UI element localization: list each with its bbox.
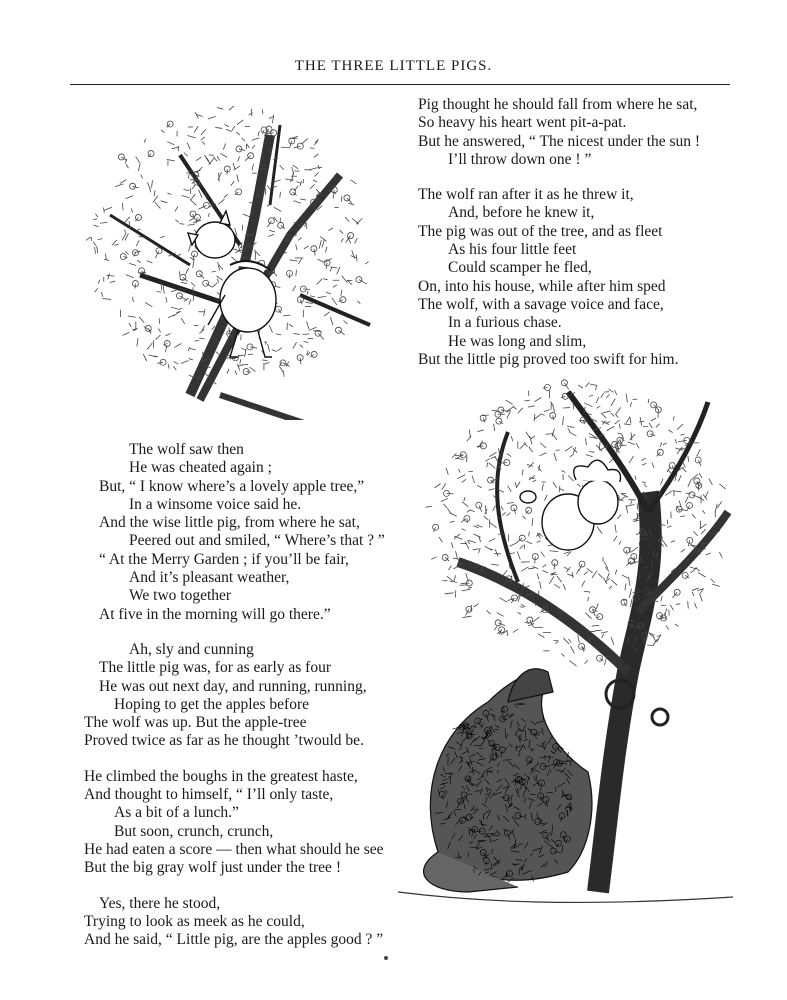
poem-line: Proved twice as far as he thought ’twould be. (84, 732, 364, 750)
poem-line: Peered out and smiled, “ Where’s that ? ” (129, 532, 385, 550)
poem-line: Ah, sly and cunning (129, 640, 254, 658)
poem-line: The wolf was up. But the apple-tree (84, 714, 307, 732)
poem-line: The wolf saw then (129, 441, 244, 458)
stanza-gap (84, 751, 385, 768)
poem-line: “ At the Merry Garden ; if you’ll be fair, (99, 550, 349, 568)
poem-line: He was cheated again ; (129, 459, 272, 477)
poem-line: As a bit of a lunch.” (114, 804, 239, 822)
poem-line: At five in the morning will go there.” (99, 605, 331, 623)
poem-line: And thought to himself, “ I’ll only taste, (84, 786, 334, 804)
poem-line: And it’s pleasant weather, (129, 569, 290, 587)
stanza-gap (418, 169, 700, 186)
poem-line: He had eaten a score — then what should he see (84, 840, 384, 858)
poem-line: But he answered, “ The nicest under the sun ! (418, 132, 701, 150)
poem-line: He climbed the boughs in the greatest haste, (84, 767, 358, 785)
running-title: THE THREE LITTLE PIGS. (294, 58, 493, 74)
header-rule (70, 84, 730, 85)
poem-line: The pig was out of the tree, and as fleet (418, 222, 663, 240)
pig-in-apple-tree-icon (80, 95, 380, 420)
poem-line: The wolf, with a savage voice and face, (418, 295, 664, 313)
poem-line: But the big gray wolf just under the tree ! (84, 859, 341, 877)
poem-line: And he said, “ Little pig, are the apples good ? ” (84, 931, 384, 949)
poem-line: Could scamper he fled, (448, 259, 592, 277)
wolf-under-apple-tree-icon (398, 372, 733, 912)
poem-line: We two together (129, 587, 232, 605)
poem-right-column (418, 96, 700, 369)
poem-line: But the little pig proved too swift for him. (418, 350, 679, 368)
poem-line: So heavy his heart went pit-a-pat. (418, 114, 627, 132)
poem-line: And the wise little pig, from where he sat, (99, 514, 360, 532)
page-dot (384, 956, 388, 960)
poem-line: In a furious chase. (448, 314, 562, 332)
poem-line: And, before he knew it, (448, 204, 595, 222)
poem-line: Hoping to get the apples before (114, 695, 309, 713)
poem-line: On, into his house, while after him sped (418, 277, 666, 295)
poem-line: Yes, there he stood, (99, 894, 221, 912)
poem-line: He was long and slim, (448, 332, 587, 350)
poem-line: But soon, crunch, crunch, (114, 822, 274, 840)
stanza-gap (84, 878, 385, 895)
poem-line: I’ll throw down one ! ” (448, 150, 592, 168)
poem-line: But, “ I know where’s a lovely apple tree,” (99, 477, 365, 495)
poem-left-column (84, 441, 385, 949)
poem-line: The wolf ran after it as he threw it, (418, 186, 634, 204)
poem-line: He was out next day, and running, running, (99, 677, 367, 695)
poem-line: Trying to look as meek as he could, (84, 912, 305, 930)
poem-line: Pig thought he should fall from where he sat, (418, 96, 698, 113)
poem-line: As his four little feet (448, 241, 577, 259)
poem-line: The little pig was, for as early as four (99, 659, 331, 677)
stanza-gap (84, 624, 385, 641)
poem-line: In a winsome voice said he. (129, 495, 302, 513)
